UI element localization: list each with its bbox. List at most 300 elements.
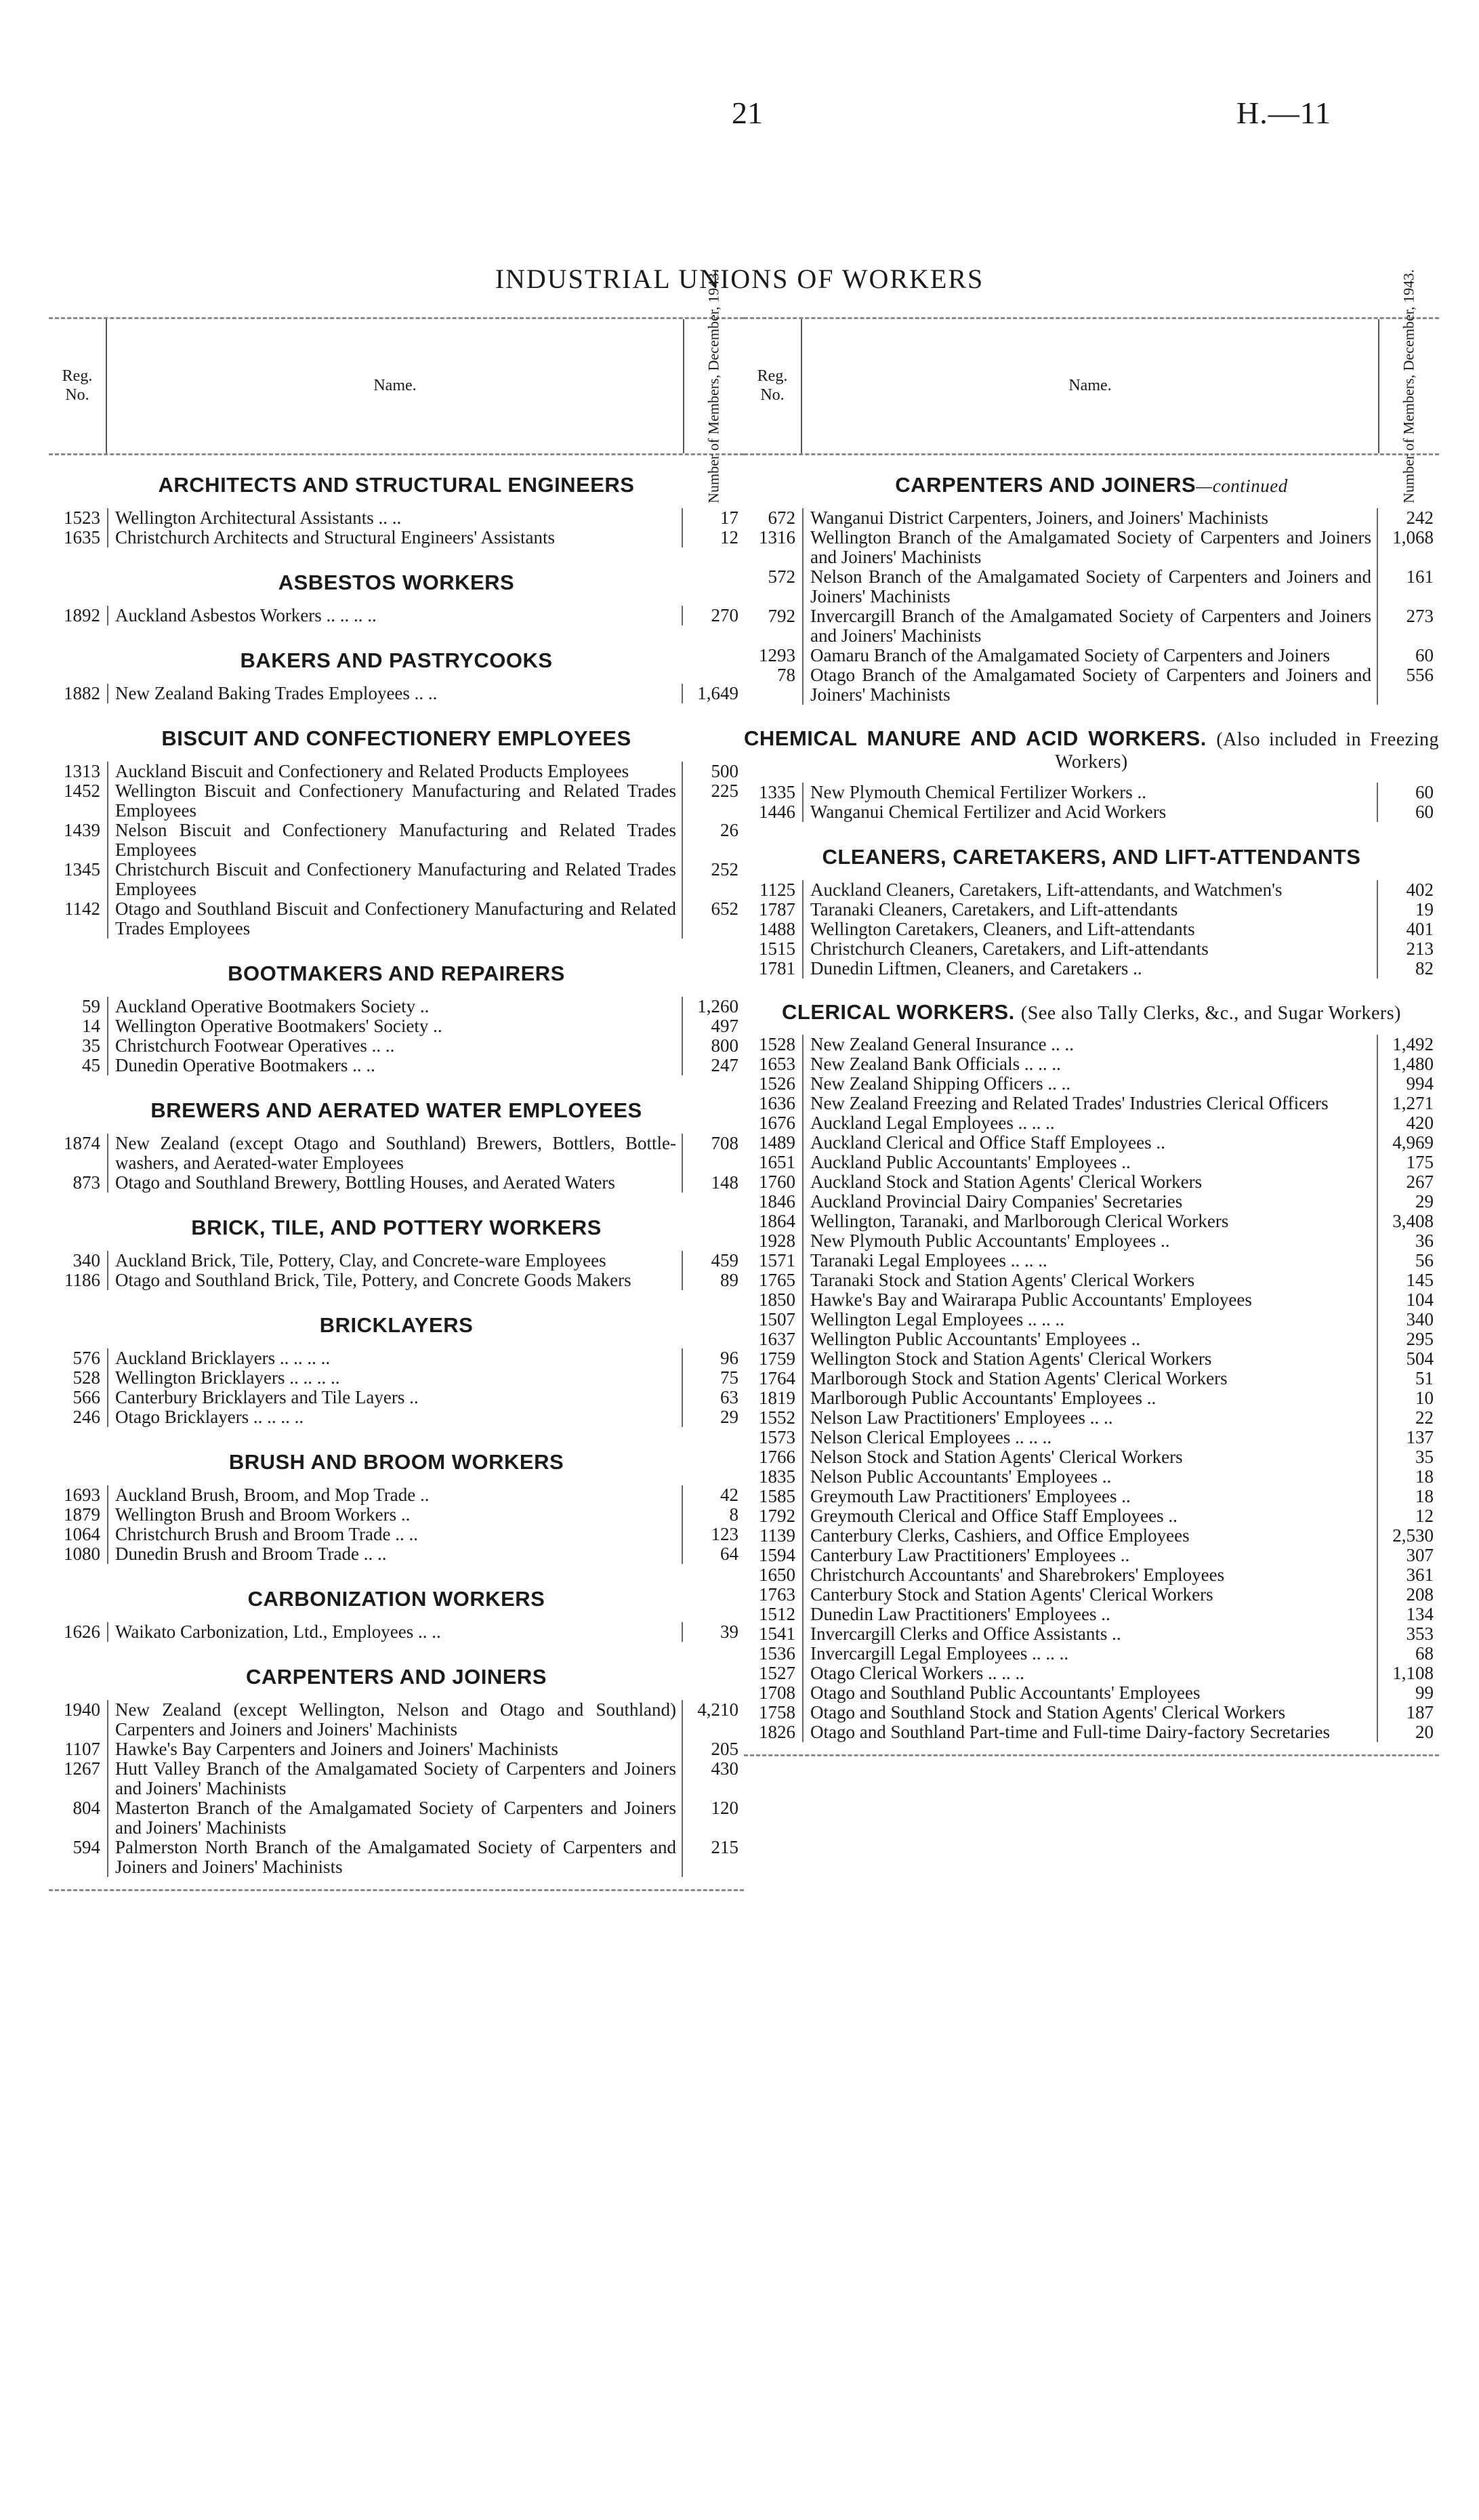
- table-row: [49, 1622, 744, 1642]
- member-count: 175: [1406, 1151, 1434, 1172]
- member-count: 64: [720, 1544, 738, 1564]
- header-rule: [49, 453, 744, 455]
- member-count: 123: [711, 1524, 738, 1544]
- union-name: Christchurch Biscuit and Confectionery Manufacturing and Related Trades Employees: [107, 860, 683, 899]
- member-count: 213: [1406, 938, 1434, 959]
- union-name: Nelson Branch of the Amalgamated Society of Carpenters and Joiners and Joiners' Machinists: [802, 567, 1378, 606]
- members-header: Number of Members, December, 1943.: [683, 319, 744, 453]
- table-row: [744, 1546, 1439, 1565]
- table-row: [49, 1388, 744, 1407]
- union-name: Auckland Bricklayers .. .. .. ..: [107, 1348, 683, 1368]
- reg-number: 1267: [64, 1758, 100, 1779]
- union-name: Nelson Stock and Station Agents' Clerical Workers: [802, 1447, 1378, 1467]
- reg-number: 45: [82, 1055, 100, 1075]
- reg-number: 1819: [759, 1387, 795, 1408]
- table-row: [744, 1329, 1439, 1349]
- member-count: 242: [1406, 508, 1434, 528]
- member-count: 3,408: [1392, 1210, 1434, 1231]
- member-count: 36: [1415, 1230, 1434, 1251]
- member-count: 51: [1415, 1367, 1434, 1388]
- reg-number: 1571: [759, 1249, 795, 1271]
- section-note: (Also included in Freezing Workers): [1055, 729, 1439, 772]
- table-row: [744, 959, 1439, 978]
- reg-number: 1693: [64, 1485, 100, 1505]
- member-count: 2,530: [1392, 1525, 1434, 1546]
- reg-number: 1928: [759, 1230, 795, 1251]
- member-count: 401: [1406, 919, 1434, 940]
- table-row: [744, 1349, 1439, 1369]
- table-row: [49, 997, 744, 1016]
- union-name: Christchurch Footwear Operatives .. ..: [107, 1036, 683, 1056]
- table-row: [49, 1505, 744, 1525]
- reg-number: 1515: [759, 938, 795, 959]
- reg-number: 1764: [759, 1367, 795, 1388]
- reg-number: 246: [72, 1407, 100, 1427]
- table-row: [744, 1722, 1439, 1742]
- table-row: [744, 880, 1439, 900]
- union-name: Auckland Biscuit and Confectionery and Related Products Employees: [107, 762, 683, 781]
- table-row: [744, 606, 1439, 646]
- members-header: Number of Members, December, 1943.: [1378, 319, 1439, 453]
- table-row: [744, 1526, 1439, 1546]
- table-row: [49, 781, 744, 821]
- table-row: [49, 1525, 744, 1544]
- reg-number: 1650: [759, 1564, 795, 1585]
- section-title-text: CLEANERS, CARETAKERS, AND LIFT-ATTENDANTS: [822, 845, 1361, 869]
- continued-label: —continued: [1196, 476, 1288, 496]
- union-name: Wellington Biscuit and Confectionery Manufacturing and Related Trades Employees: [107, 781, 683, 821]
- union-name: Wellington Public Accountants' Employees ..: [802, 1329, 1378, 1349]
- member-count: 4,210: [697, 1699, 738, 1720]
- union-name: Otago and Southland Brewery, Bottling Houses, and Aerated Waters: [107, 1173, 683, 1193]
- reg-number: 1316: [759, 527, 795, 548]
- reg-no-header: Reg. No.: [744, 319, 802, 453]
- union-name: Masterton Branch of the Amalgamated Society of Carpenters and Joiners and Joiners' Machinists: [107, 1798, 683, 1838]
- member-count: 1,492: [1392, 1033, 1434, 1054]
- union-name: New Zealand Shipping Officers .. ..: [802, 1074, 1378, 1094]
- table-row: [744, 1664, 1439, 1683]
- section-title-text: BISCUIT AND CONFECTIONERY EMPLOYEES: [161, 726, 631, 750]
- member-count: 19: [1415, 899, 1434, 920]
- member-count: 430: [711, 1758, 738, 1779]
- member-count: 295: [1406, 1328, 1434, 1349]
- reg-number: 1879: [64, 1504, 100, 1525]
- member-count: 68: [1415, 1643, 1434, 1664]
- union-name: Dunedin Law Practitioners' Employees ..: [802, 1605, 1378, 1624]
- reg-number: 1635: [64, 527, 100, 548]
- table-row: [49, 1485, 744, 1505]
- union-name: Otago and Southland Biscuit and Confectionery Manufacturing and Related Trades Employees: [107, 899, 683, 938]
- reg-number: 1792: [759, 1505, 795, 1526]
- section-title-text: BOOTMAKERS AND REPAIRERS: [228, 962, 565, 985]
- table-row: [49, 1016, 744, 1036]
- table-row: [744, 528, 1439, 567]
- member-count: 96: [720, 1348, 738, 1368]
- member-count: 20: [1415, 1721, 1434, 1742]
- reg-number: 672: [768, 508, 795, 528]
- table-row: [744, 1251, 1439, 1271]
- member-count: 137: [1406, 1426, 1434, 1447]
- section-title-text: ARCHITECTS AND STRUCTURAL ENGINEERS: [158, 473, 635, 497]
- table-row: [744, 1212, 1439, 1231]
- member-count: 75: [720, 1367, 738, 1388]
- table-row: [744, 1113, 1439, 1133]
- reg-number: 1765: [759, 1269, 795, 1290]
- section-title-text: CARPENTERS AND JOINERS: [895, 473, 1196, 497]
- table-row: [744, 1703, 1439, 1722]
- union-name: Hawke's Bay and Wairarapa Public Accountants' Employees: [802, 1290, 1378, 1310]
- member-count: 270: [711, 605, 738, 625]
- union-name: Wellington Architectural Assistants .. ..: [107, 508, 683, 528]
- table-row: [744, 1624, 1439, 1644]
- member-count: 120: [711, 1798, 738, 1818]
- section-title-text: BAKERS AND PASTRYCOOKS: [240, 648, 553, 672]
- union-name: Wellington Branch of the Amalgamated Society of Carpenters and Joiners and Joiners' Machinists: [802, 528, 1378, 567]
- reg-number: 1345: [64, 859, 100, 880]
- reg-number: 1882: [64, 683, 100, 703]
- table-row: [744, 665, 1439, 705]
- member-count: 89: [720, 1270, 738, 1290]
- union-name: Auckland Cleaners, Caretakers, Lift-attendants, and Watchmen's: [802, 880, 1378, 900]
- section-title: [744, 1001, 1439, 1024]
- table-row: [744, 1271, 1439, 1290]
- union-name: Hutt Valley Branch of the Amalgamated Society of Carpenters and Joiners and Joiners' Machinists: [107, 1759, 683, 1798]
- union-name: Invercargill Branch of the Amalgamated Society of Carpenters and Joiners and Joiners' Machinists: [802, 606, 1378, 646]
- reg-no-header: Reg. No.: [49, 319, 107, 453]
- reg-number: 1507: [759, 1308, 795, 1329]
- reg-number: 1526: [759, 1073, 795, 1094]
- table-row: [744, 1172, 1439, 1192]
- left-body: [49, 473, 744, 1877]
- page-number: 21: [732, 96, 763, 130]
- reg-number: 1637: [759, 1328, 795, 1349]
- reg-number: 1573: [759, 1426, 795, 1447]
- reg-number: 1892: [64, 605, 100, 625]
- section-title: [49, 726, 744, 751]
- union-name: Auckland Public Accountants' Employees ..: [802, 1153, 1378, 1172]
- union-name: Auckland Legal Employees .. .. ..: [802, 1113, 1378, 1133]
- member-count: 29: [1415, 1191, 1434, 1212]
- table-row: [744, 1683, 1439, 1703]
- member-count: 4,969: [1392, 1132, 1434, 1153]
- reg-number: 594: [72, 1837, 100, 1857]
- reg-number: 1186: [64, 1270, 100, 1290]
- union-name: Wellington Operative Bootmakers' Society ..: [107, 1016, 683, 1036]
- union-name: Wanganui District Carpenters, Joiners, and Joiners' Machinists: [802, 508, 1378, 528]
- table-row: [744, 1153, 1439, 1172]
- reg-number: 1759: [759, 1348, 795, 1369]
- union-name: Christchurch Architects and Structural Engineers' Assistants: [107, 528, 683, 548]
- union-name: Canterbury Law Practitioners' Employees ..: [802, 1546, 1378, 1565]
- reg-number: 1107: [64, 1739, 100, 1759]
- reg-number: 1080: [64, 1544, 100, 1564]
- member-count: 60: [1415, 782, 1434, 803]
- section-note: (See also Tally Clerks, &c., and Sugar Workers): [1020, 1003, 1401, 1025]
- section-title-text: CARBONIZATION WORKERS: [247, 1587, 545, 1611]
- reg-number: 1758: [759, 1701, 795, 1722]
- union-name: Otago and Southland Stock and Station Agents' Clerical Workers: [802, 1703, 1378, 1722]
- reg-number: 1528: [759, 1033, 795, 1054]
- member-count: 18: [1415, 1466, 1434, 1487]
- member-count: 1,260: [697, 996, 738, 1016]
- reg-number: 1446: [759, 802, 795, 823]
- member-count: 267: [1406, 1171, 1434, 1192]
- section-title: [744, 845, 1439, 869]
- union-name: Canterbury Clerks, Cashiers, and Office Employees: [802, 1526, 1378, 1546]
- table-row: [744, 508, 1439, 528]
- member-count: 17: [720, 508, 738, 528]
- reg-number: 1541: [759, 1623, 795, 1644]
- union-name: New Zealand (except Wellington, Nelson and Otago and Southland) Carpenters and Joiners and Joiners' Machinists: [107, 1700, 683, 1739]
- reg-number: 1536: [759, 1643, 795, 1664]
- table-row: [744, 783, 1439, 802]
- member-count: 500: [711, 761, 738, 781]
- table-row: [49, 528, 744, 548]
- table-row: [744, 1565, 1439, 1585]
- member-count: 42: [720, 1485, 738, 1505]
- reg-number: 1826: [759, 1721, 795, 1742]
- union-name: New Plymouth Public Accountants' Employees ..: [802, 1231, 1378, 1251]
- reg-number: 340: [72, 1250, 100, 1271]
- table-row: [49, 1544, 744, 1564]
- table-row: [49, 1036, 744, 1056]
- table-row: [744, 1074, 1439, 1094]
- reg-number: 1940: [64, 1699, 100, 1720]
- page-reference: H.—11: [1236, 96, 1332, 130]
- section-title-text: BRICKLAYERS: [319, 1313, 474, 1337]
- member-count: 1,068: [1392, 527, 1434, 548]
- reg-number: 1293: [759, 645, 795, 665]
- table-row: [49, 1134, 744, 1173]
- union-name: Taranaki Legal Employees .. .. ..: [802, 1251, 1378, 1271]
- union-name: Nelson Clerical Employees .. .. ..: [802, 1428, 1378, 1447]
- member-count: 652: [711, 898, 738, 919]
- section-title: [49, 1098, 744, 1123]
- member-count: 1,649: [697, 683, 738, 703]
- reg-number: 1766: [759, 1446, 795, 1467]
- table-row: [744, 1467, 1439, 1487]
- union-name: Dunedin Liftmen, Cleaners, and Caretakers ..: [802, 959, 1378, 978]
- member-count: 800: [711, 1035, 738, 1056]
- table-row: [49, 1173, 744, 1193]
- union-name: New Zealand Freezing and Related Trades' Industries Clerical Officers: [802, 1094, 1378, 1113]
- section-title-text: BRUSH AND BROOM WORKERS: [228, 1450, 564, 1474]
- table-row: [744, 1487, 1439, 1506]
- table-row: [744, 802, 1439, 822]
- member-count: 8: [729, 1504, 738, 1525]
- reg-number: 59: [82, 996, 100, 1016]
- reg-number: 1651: [759, 1151, 795, 1172]
- reg-number: 873: [72, 1172, 100, 1193]
- union-name: Otago and Southland Public Accountants' Employees: [802, 1683, 1378, 1703]
- member-count: 208: [1406, 1584, 1434, 1605]
- table-row: [49, 606, 744, 625]
- member-count: 708: [711, 1133, 738, 1153]
- member-count: 161: [1406, 566, 1434, 587]
- section-title: [49, 1587, 744, 1611]
- union-name: Auckland Stock and Station Agents' Clerical Workers: [802, 1172, 1378, 1192]
- member-count: 145: [1406, 1269, 1434, 1290]
- member-count: 35: [1415, 1446, 1434, 1467]
- table-row: [744, 1035, 1439, 1054]
- name-header: Name.: [373, 377, 417, 395]
- bottom-rule: [744, 1754, 1439, 1756]
- reg-number: 1439: [64, 820, 100, 840]
- union-name: Auckland Provincial Dairy Companies' Secretaries: [802, 1192, 1378, 1212]
- header-rule: [744, 453, 1439, 455]
- table-row: [49, 1759, 744, 1798]
- union-name: Dunedin Brush and Broom Trade .. ..: [107, 1544, 683, 1564]
- union-name: Marlborough Public Accountants' Employees ..: [802, 1388, 1378, 1408]
- member-count: 402: [1406, 880, 1434, 901]
- union-name: Waikato Carbonization, Ltd., Employees .. ..: [107, 1622, 683, 1642]
- table-row: [49, 1739, 744, 1759]
- table-row: [49, 1271, 744, 1290]
- member-count: 420: [1406, 1112, 1434, 1133]
- reg-number: 1653: [759, 1053, 795, 1074]
- table-row: [744, 1605, 1439, 1624]
- table-row: [49, 1348, 744, 1368]
- reg-number: 1781: [759, 958, 795, 979]
- member-count: 60: [1415, 645, 1434, 665]
- right-body: [744, 473, 1439, 1742]
- left-column-table: [49, 269, 744, 1891]
- member-count: 39: [720, 1622, 738, 1642]
- union-name: Marlborough Stock and Station Agents' Clerical Workers: [802, 1369, 1378, 1388]
- union-name: Greymouth Clerical and Office Staff Employees ..: [802, 1506, 1378, 1526]
- reg-number: 1489: [759, 1132, 795, 1153]
- union-name: Auckland Brick, Tile, Pottery, Clay, and Concrete-ware Employees: [107, 1251, 683, 1271]
- member-count: 340: [1406, 1308, 1434, 1329]
- reg-number: 1760: [759, 1171, 795, 1192]
- union-name: Otago Bricklayers .. .. .. ..: [107, 1407, 683, 1427]
- member-count: 1,108: [1392, 1662, 1434, 1683]
- table-row: [49, 1251, 744, 1271]
- section-title-text: CLERICAL WORKERS.: [782, 1000, 1015, 1025]
- reg-number: 572: [768, 566, 795, 587]
- reg-number: 1452: [64, 781, 100, 801]
- reg-number: 1125: [759, 880, 795, 901]
- union-name: New Plymouth Chemical Fertilizer Workers ..: [802, 783, 1378, 802]
- union-name: Hawke's Bay Carpenters and Joiners and Joiners' Machinists: [107, 1739, 683, 1759]
- member-count: 247: [711, 1055, 738, 1075]
- table-row: [49, 1368, 744, 1388]
- reg-number: 1139: [759, 1525, 795, 1546]
- section-title: [49, 571, 744, 595]
- reg-number: 1626: [64, 1622, 100, 1642]
- reg-number: 78: [777, 665, 795, 685]
- section-title: [49, 1216, 744, 1240]
- member-count: 215: [711, 1837, 738, 1857]
- member-count: 99: [1415, 1682, 1434, 1703]
- member-count: 22: [1415, 1407, 1434, 1428]
- table-row: [744, 1428, 1439, 1447]
- member-count: 205: [711, 1739, 738, 1759]
- union-name: Otago and Southland Brick, Tile, Pottery, and Concrete Goods Makers: [107, 1271, 683, 1290]
- union-name: Nelson Public Accountants' Employees ..: [802, 1467, 1378, 1487]
- section-title: [744, 473, 1439, 497]
- union-name: Invercargill Legal Employees .. .. ..: [802, 1644, 1378, 1664]
- table-row: [49, 899, 744, 938]
- member-count: 459: [711, 1250, 738, 1271]
- table-row: [744, 1369, 1439, 1388]
- table-row: [744, 646, 1439, 665]
- table-row: [744, 567, 1439, 606]
- union-name: Auckland Asbestos Workers .. .. .. ..: [107, 606, 683, 625]
- page-title: INDUSTRIAL UNIONS OF WORKERS: [495, 264, 984, 294]
- section-title-text: BRICK, TILE, AND POTTERY WORKERS: [191, 1216, 602, 1239]
- reg-number: 1064: [64, 1524, 100, 1544]
- reg-number: 804: [72, 1798, 100, 1818]
- reg-number: 1512: [759, 1603, 795, 1624]
- reg-number: 1846: [759, 1191, 795, 1212]
- reg-number: 528: [72, 1367, 100, 1388]
- member-count: 10: [1415, 1387, 1434, 1408]
- union-name: New Zealand General Insurance .. ..: [802, 1035, 1378, 1054]
- table-row: [744, 1585, 1439, 1605]
- member-count: 82: [1415, 958, 1434, 979]
- reg-number: 792: [768, 606, 795, 626]
- union-name: New Zealand Baking Trades Employees .. ..: [107, 684, 683, 703]
- member-count: 1,480: [1392, 1053, 1434, 1074]
- union-name: Wellington, Taranaki, and Marlborough Clerical Workers: [802, 1212, 1378, 1231]
- member-count: 994: [1406, 1073, 1434, 1094]
- union-name: Christchurch Brush and Broom Trade .. ..: [107, 1525, 683, 1544]
- member-count: 252: [711, 859, 738, 880]
- reg-number: 1594: [759, 1544, 795, 1565]
- union-name: Invercargill Clerks and Office Assistants ..: [802, 1624, 1378, 1644]
- member-count: 60: [1415, 802, 1434, 823]
- section-title: [49, 473, 744, 497]
- table-row: [744, 1133, 1439, 1153]
- table-row: [49, 1700, 744, 1739]
- union-name: Palmerston North Branch of the Amalgamated Society of Carpenters and Joiners and Joiners' Machinists: [107, 1838, 683, 1877]
- reg-number: 1835: [759, 1466, 795, 1487]
- table-row: [744, 1388, 1439, 1408]
- member-count: 497: [711, 1016, 738, 1036]
- union-name: Wellington Bricklayers .. .. .. ..: [107, 1368, 683, 1388]
- reg-number: 1636: [759, 1092, 795, 1113]
- union-name: Taranaki Stock and Station Agents' Clerical Workers: [802, 1271, 1378, 1290]
- union-name: Wellington Caretakers, Cleaners, and Lift-attendants: [802, 920, 1378, 939]
- union-name: Christchurch Cleaners, Caretakers, and Lift-attendants: [802, 939, 1378, 959]
- reg-number: 1676: [759, 1112, 795, 1133]
- union-name: Nelson Biscuit and Confectionery Manufacturing and Related Trades Employees: [107, 821, 683, 860]
- reg-number: 1874: [64, 1133, 100, 1153]
- reg-number: 1552: [759, 1407, 795, 1428]
- union-name: Nelson Law Practitioners' Employees .. ..: [802, 1408, 1378, 1428]
- member-count: 63: [720, 1387, 738, 1407]
- table-row: [49, 684, 744, 703]
- reg-number: 1787: [759, 899, 795, 920]
- member-count: 18: [1415, 1485, 1434, 1506]
- bottom-rule: [49, 1889, 744, 1891]
- table-row: [49, 860, 744, 899]
- member-count: 225: [711, 781, 738, 801]
- member-count: 353: [1406, 1623, 1434, 1644]
- table-row: [744, 920, 1439, 939]
- section-title-text: BREWERS AND AERATED WATER EMPLOYEES: [150, 1098, 642, 1122]
- section-title: [49, 1665, 744, 1689]
- union-name: Wellington Stock and Station Agents' Clerical Workers: [802, 1349, 1378, 1369]
- union-name: Auckland Brush, Broom, and Mop Trade ..: [107, 1485, 683, 1505]
- table-row: [49, 1798, 744, 1838]
- table-row: [744, 1644, 1439, 1664]
- member-count: 148: [711, 1172, 738, 1193]
- union-name: Wanganui Chemical Fertilizer and Acid Workers: [802, 802, 1378, 822]
- union-name: Auckland Clerical and Office Staff Employees ..: [802, 1133, 1378, 1153]
- reg-number: 14: [82, 1016, 100, 1036]
